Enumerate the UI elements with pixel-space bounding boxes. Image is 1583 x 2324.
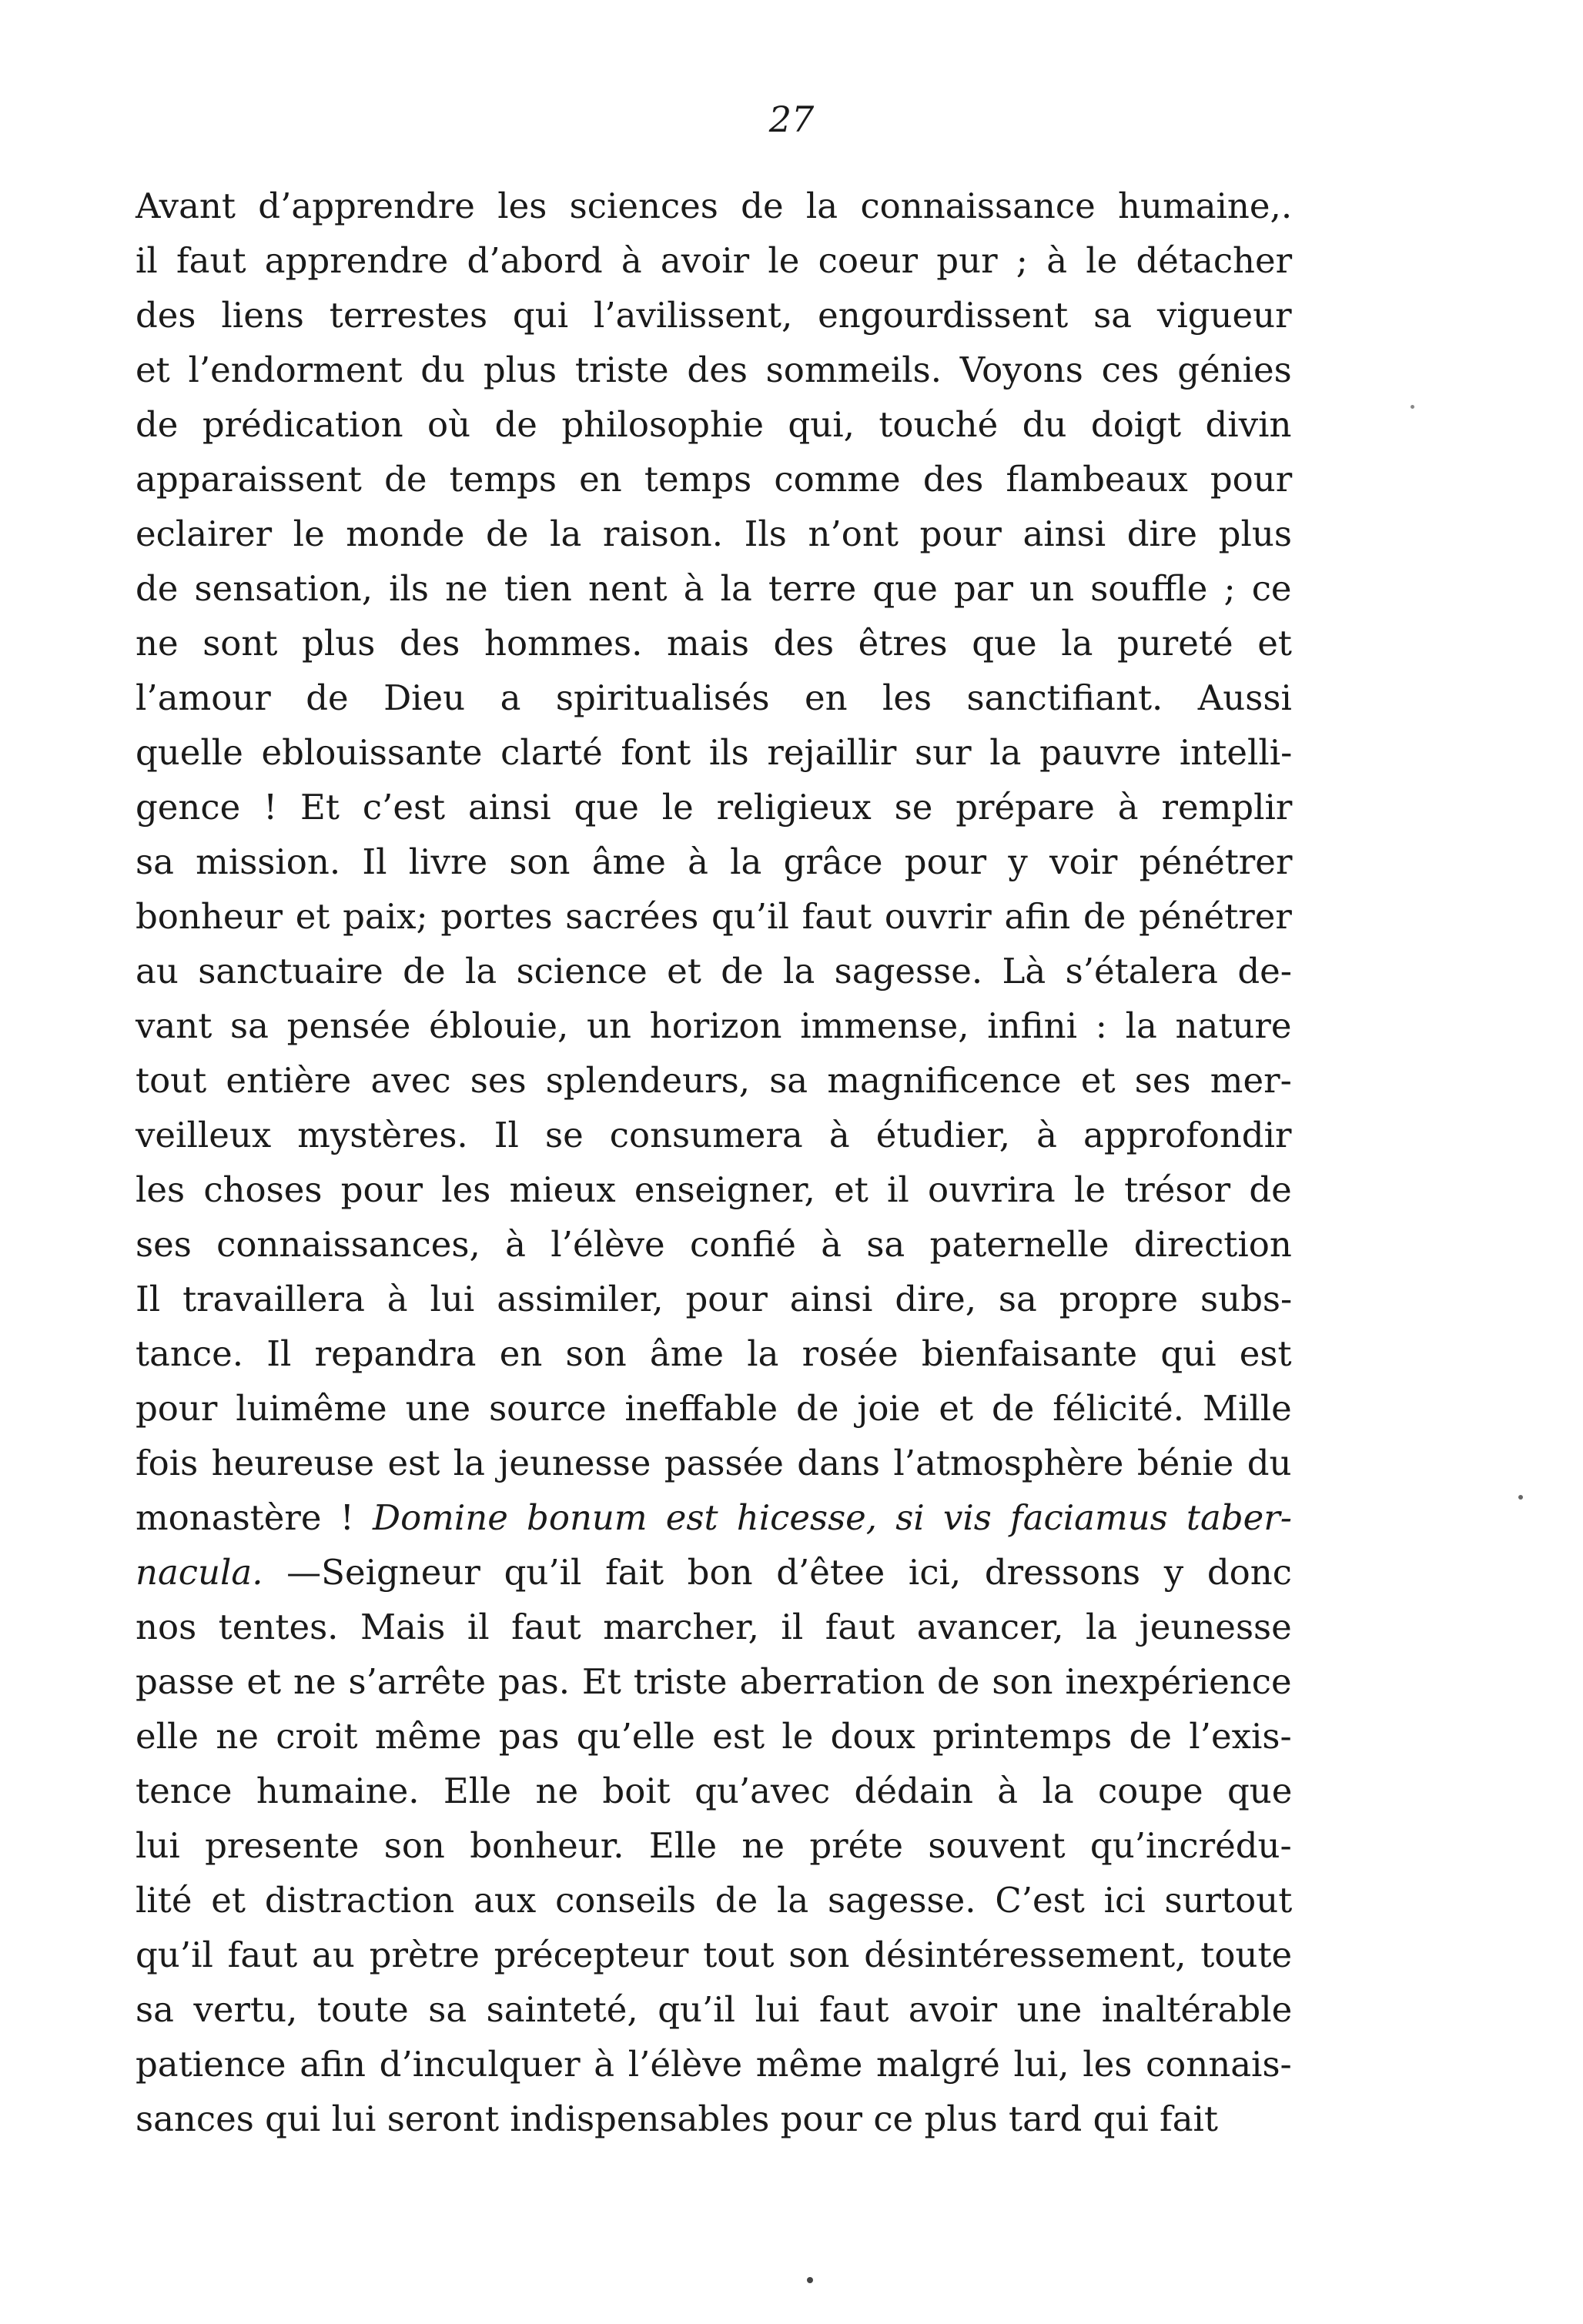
latin-quote: Domine bonum est hicesse, si vis faciamus taber- [373,1497,1292,1538]
text-line: gence ! Et c’est ainsi que le religieux se prépare à remplir [136,787,1293,828]
line-text: —Seigneur qu’il fait bon d’êtee ici, dressons y donc [263,1552,1292,1593]
text-line: quelle eblouissante clarté font ils rejaillir sur la pauvre intelli- [136,732,1293,773]
scan-speck [1518,1495,1523,1500]
text-line: sa vertu, toute sa sainteté, qu’il lui faut avoir une inaltérable [136,1989,1293,2030]
text-line: ses connaissances, à l’élève confié à sa paternelle direction [136,1224,1292,1265]
text-line: sances qui lui seront indispensables pour ce plus tard qui fait [136,2098,1219,2139]
text-line: patience afin d’inculquer à l’élève même malgré lui, les connais- [136,2044,1292,2085]
text-line: fois heureuse est la jeunesse passée dans l’atmosphère bénie du [136,1443,1292,1483]
text-line: de prédication où de philosophie qui, touché du doigt divin [136,404,1292,445]
text-line: lui presente son bonheur. Elle ne préte souvent qu’incrédu- [136,1825,1292,1866]
text-line: nos tentes. Mais il faut marcher, il faut avancer, la jeunesse [136,1607,1292,1647]
text-line: des liens terrestes qui l’avilissent, engourdissent sa vigueur [136,295,1292,336]
scan-speck [1411,405,1414,409]
text-line: apparaissent de temps en temps comme des flambeaux pour [136,459,1293,500]
text-line: tout entière avec ses splendeurs, sa magnificence et ses mer- [136,1060,1292,1101]
text-line: bonheur et paix; portes sacrées qu’il faut ouvrir afin de pénétrer [136,896,1292,937]
page-number: 27 [768,99,815,140]
text-line: au sanctuaire de la science et de la sagesse. Là s’étalera de- [136,951,1292,991]
text-line: l’amour de Dieu a spiritualisés en les sanctifiant. Aussi [136,677,1292,718]
text-line: tance. Il repandra en son âme la rosée bienfaisante qui est [136,1333,1292,1374]
text-line: pour luimême une source ineffable de joie et de félicité. Mille [136,1388,1292,1429]
text-line: tence humaine. Elle ne boit qu’avec dédain à la coupe que [136,1771,1293,1811]
text-line: passe et ne s’arrête pas. Et triste aberration de son inexpérience [136,1661,1292,1702]
text-line: elle ne croit même pas qu’elle est le doux printemps de l’exis- [136,1716,1292,1757]
text-line: veilleux mystères. Il se consumera à étudier, à approfondir [136,1115,1292,1155]
text-line: Avant d’apprendre les sciences de la connaissance humaine,. [136,186,1293,226]
text-line: lité et distraction aux conseils de la sagesse. C’est ici surtout [136,1880,1293,1921]
body-text [136,179,1292,2146]
text-line-latin-quote [136,1545,1292,1600]
text-line: les choses pour les mieux enseigner, et il ouvrira le trésor de [136,1169,1292,1210]
text-line: vant sa pensée éblouie, un horizon immense, infini : la nature [136,1005,1292,1046]
line-text: monastère ! [136,1497,373,1538]
text-line: de sensation, ils ne tien nent à la terre que par un souffle ; ce [136,568,1292,609]
latin-quote: nacula. [136,1552,263,1593]
text-line-latin-quote [136,1490,1292,1545]
text-line: Il travaillera à lui assimiler, pour ainsi dire, sa propre subs- [136,1279,1293,1319]
text-line: eclairer le monde de la raison. Ils n’ont pour ainsi dire plus [136,513,1292,554]
text-line: et l’endorment du plus triste des sommeils. Voyons ces génies [136,349,1292,390]
text-line: il faut apprendre d’abord à avoir le coeur pur ; à le détacher [136,240,1293,281]
text-line: sa mission. Il livre son âme à la grâce pour y voir pénétrer [136,841,1293,882]
text-line: qu’il faut au prètre précepteur tout son désintéressement, toute [136,1934,1293,1975]
scan-speck [807,2277,813,2283]
text-line: ne sont plus des hommes. mais des êtres que la pureté et [136,623,1292,664]
